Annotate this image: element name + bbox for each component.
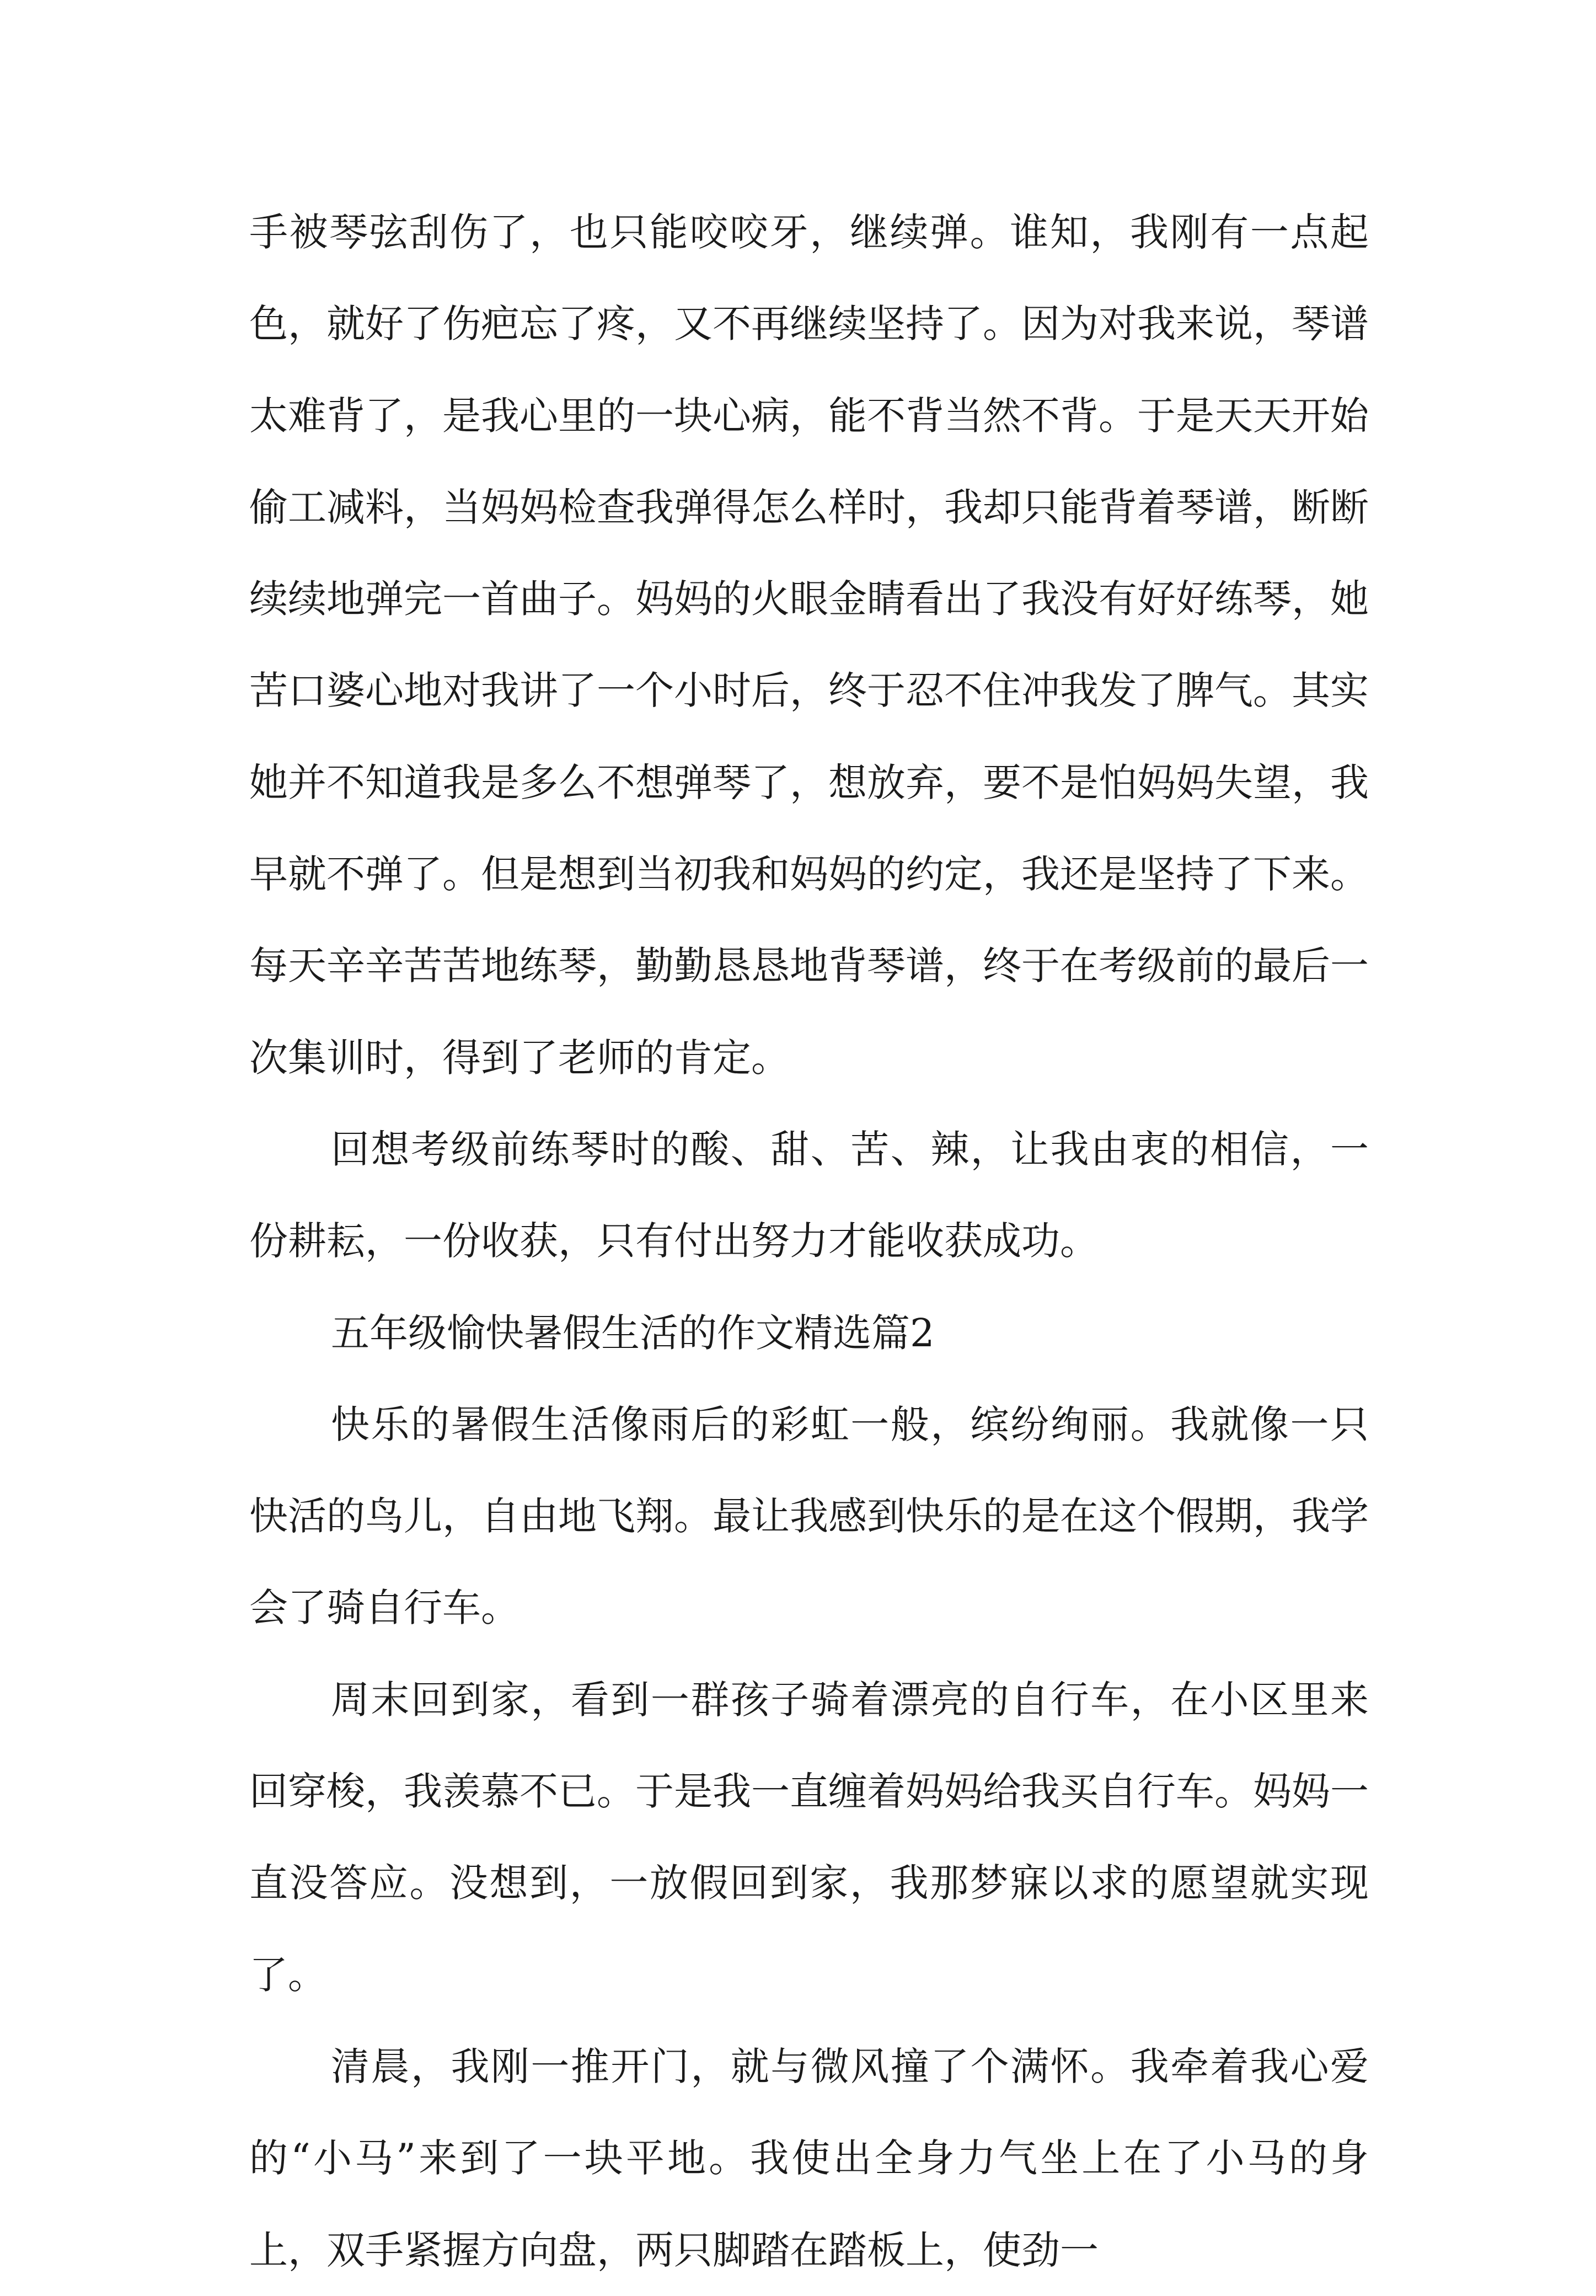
- paragraph-4: 周末回到家，看到一群孩子骑着漂亮的自行车，在小区里来回穿梭，我羡慕不已。于是我一直缠着妈妈给我买自行车。妈妈一直没答应。没想到，一放假回到家，我那梦寐以求的愿望就实现了。: [249, 1677, 1369, 1998]
- paragraph-1: 手被琴弦刮伤了，也只能咬咬牙，继续弹。谁知，我刚有一点起色，就好了伤疤忘了疼，又不再继续坚持了。因为对我来说，琴谱太难背了，是我心里的一块心病，能不背当然不背。于是天天开始偷工减料，当妈妈检查我弹得怎么样时，我却只能背着琴谱，断断续续地弹完一首曲子。妈妈的火眼金睛看出了我没有好好练琴，她苦口婆心地对我讲了一个小时后，终于忍不住冲我发了脾气。其实她并不知道我是多么不想弹琴了，想放弃，要不是怕妈妈失望，我早就不弹了。但是想到当初我和妈妈的约定，我还是坚持了下来。每天辛辛苦苦地练琴，勤勤恳恳地背琴谱，终于在考级前的最后一次集训时，得到了老师的肯定。: [249, 210, 1369, 1080]
- paragraph-5: 清晨，我刚一推开门，就与微风撞了个满怀。我牵着我心爱的“小马”来到了一块平地。我使出全身力气坐上在了小马的身上，双手紧握方向盘，两只脚踏在踏板上，使劲一: [249, 2043, 1369, 2273]
- paragraph-3: 快乐的暑假生活像雨后的彩虹一般，缤纷绚丽。我就像一只快活的鸟儿，自由地飞翔。最让我感到快乐的是在这个假期，我学会了骑自行车。: [249, 1401, 1369, 1631]
- paragraph-2: 回想考级前练琴时的酸、甜、苦、辣，让我由衷的相信，一份耕耘，一份收获，只有付出努力才能收获成功。: [249, 1126, 1369, 1264]
- document-body: [249, 186, 1369, 2296]
- section-heading: 五年级愉快暑假生活的作文精选篇2: [331, 1310, 935, 1356]
